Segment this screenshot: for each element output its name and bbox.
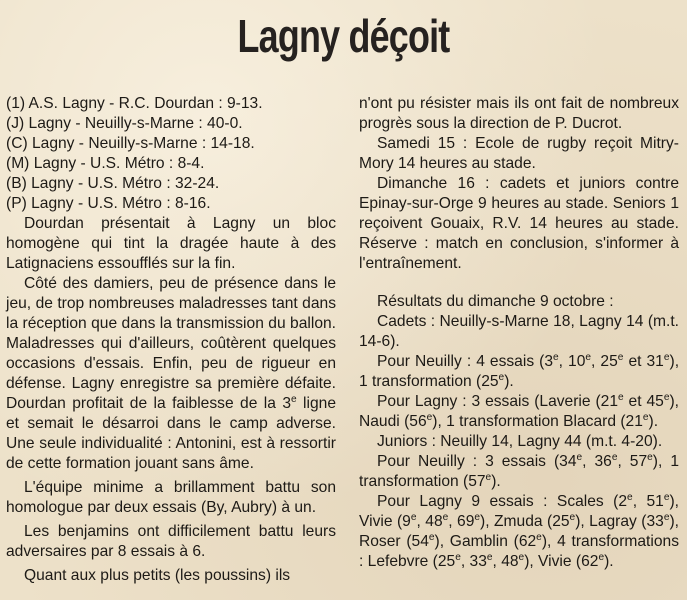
cadets-neuilly-scorers: Pour Neuilly : 4 essais (3e, 10e, 25e et 31e), 1 transformation (25e). (359, 351, 680, 390)
result-line: (1) A.S. Lagny - R.C. Dourdan : 9-13. (6, 95, 263, 112)
right-column (359, 94, 679, 572)
result-line: (C) Lagny - Neuilly-s-Marne : 14-18. (6, 135, 255, 152)
juniors-score: Juniors : Neuilly 14, Lagny 44 (m.t. 4-20). (377, 433, 663, 450)
cadets-lagny-scorers: Pour Lagny : 3 essais (Laverie (21e et 45e), Naudi (56e), 1 transformation Blacard (21e). (359, 391, 679, 430)
paragraph: Quant aux plus petits (les poussins) ils (24, 567, 291, 584)
paragraph: n'ont pu résister mais ils ont fait de nombreux progrès sous la direction de P. Ducrot. (359, 95, 679, 132)
juniors-neuilly-scorers: Pour Neuilly : 3 essais (34e, 36e, 57e), 1 transformation (57e). (359, 451, 679, 490)
paragraph: Samedi 15 : Ecole de rugby reçoit Mitry-Mory 14 heures au stade. (359, 135, 679, 172)
match-results-list (6, 94, 336, 214)
result-line: (B) Lagny - U.S. Métro : 32-24. (6, 175, 220, 192)
result-line: (J) Lagny - Neuilly-s-Marne : 40-0. (6, 115, 243, 132)
juniors-lagny-scorers: Pour Lagny 9 essais : Scales (2e, 51e), Vivie (9e, 48e, 69e), Zmuda (25e), Lagray (33e), Roser (54e), Gamblin (62e), 4 transformations : Lefebvre (25e, 33e, 48e), Vivie (62e). (359, 491, 680, 570)
paragraph: Dimanche 16 : cadets et juniors contre Epinay-sur-Orge 9 heures au stade. Seniors 1 reçoivent Gouaix, R.V. 14 heures au stade. Réserve : match en conclusion, s'informer à l'entraînement. (359, 175, 679, 272)
left-column (6, 94, 336, 586)
cadets-score: Cadets : Neuilly-s-Marne 18, Lagny 14 (m.t. 14-6). (359, 313, 679, 350)
paragraph: Les benjamins ont difficilement battu leurs adversaires par 8 essais à 6. (6, 523, 336, 560)
result-line: (M) Lagny - U.S. Métro : 8-4. (6, 155, 205, 172)
paragraph: L'équipe minime a brillamment battu son homologue par deux essais (By, Aubry) à un. (6, 479, 336, 516)
article-title: Lagny déçoit (237, 10, 450, 62)
result-line: (P) Lagny - U.S. Métro : 8-16. (6, 195, 211, 212)
results-heading: Résultats du dimanche 9 octobre : (377, 293, 614, 310)
paragraph: Côté des damiers, peu de présence dans le jeu, de trop nombreuses maladresses tant dans la réception que dans la transmission du ballon. Maladresses qui d'ailleurs, coûtèrent quelques occasions d'essais. Enfin, peu de rigueur en défense. Lagny enregistre sa première défaite. Dourdan profitait de la faiblesse de la 3e ligne et semait le désarroi dans le camp adverse. Une seule individualité : Antonini, est à ressortir de cette formation jouant sans âme. (6, 275, 336, 472)
paragraph: Dourdan présentait à Lagny un bloc homogène qui tint la dragée haute à des Latignaciens essoufflés sur la fin. (6, 215, 336, 272)
